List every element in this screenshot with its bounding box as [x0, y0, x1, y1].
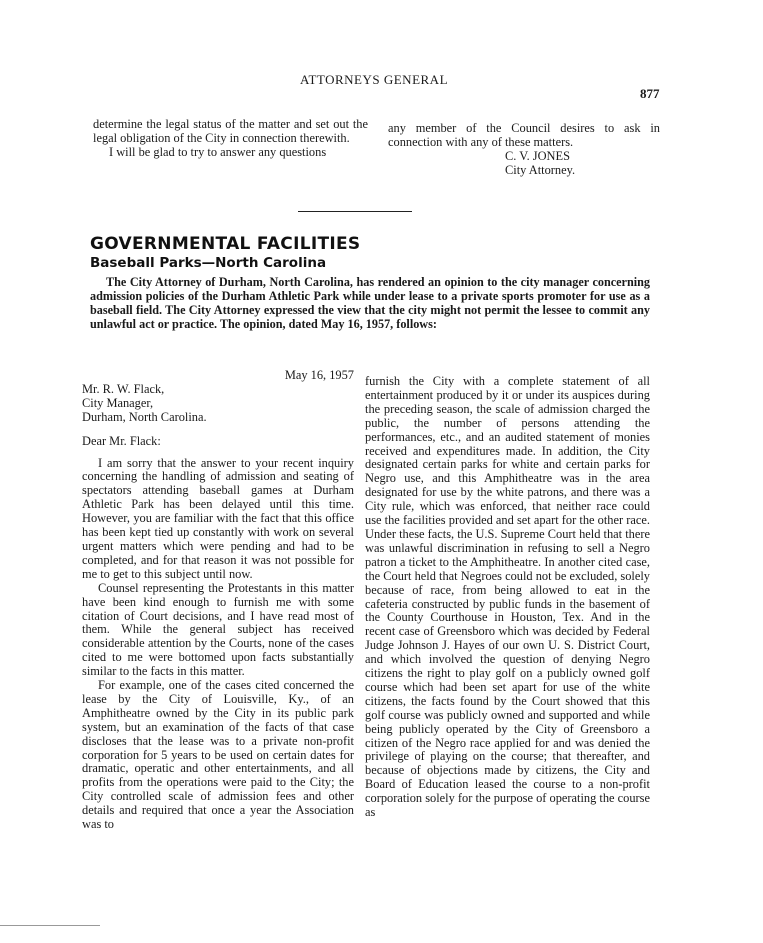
previous-letter-paragraph: determine the legal status of the matter and set out the legal obligation of the City in connection therewith. [93, 117, 368, 145]
previous-letter-paragraph: any member of the Council desires to ask in connection with any of these matters. [388, 121, 660, 149]
letter-paragraph: furnish the City with a complete statement of all entertainment produced by it or under its auspices during the preceding season, the scale of admission charged the public, the number of persons attending the performances, etc., and an audited statement of monies received and expenditures made. In addition, the City designated certain parks for white and certain parks for Negro use, and this Amphitheatre was in the area designated for use by the white patrons, and there was a City rule, which was enforced, that neither race could use the facilities provided and set apart for the other race. Under these facts, the U.S. Supreme Court held that there was unlawful discrimination in refusing to sell a Negro patron a ticket to the Amphitheatre. In another cited case, the Court held that Negroes could not be excluded, solely because of race, from being allowed to eat in the cafeteria constructed by public funds in the basement of the County Courthouse in Houston, Tex. And in the recent case of Greensboro which was decided by Federal Judge Johnson J. Hayes of our own U. S. District Court, and which involved the question of denying Negro citizens the right to play golf on a publicly owned golf course which had been set apart for use of the white citizens, the facts found by the Court showed that this golf course was publicly owned and supported and while being publicly operated by the City of Greensboro a citizen of the Negro race applied for and was denied the privilege of playing on the course; that thereafter, and because of objections made by citizens, the City and Board of Education leased the course to a non-profit corporation solely for the purpose of operating the course as [365, 374, 650, 820]
running-head: ATTORNEYS GENERAL [300, 72, 449, 87]
letter-date: May 16, 1957 [284, 368, 354, 382]
letter-right-column [365, 375, 650, 820]
section-intro: The City Attorney of Durham, North Carolina, has rendered an opinion to the city manager concerning admission policies of the Durham Athletic Park while under lease to a private sports promoter for use as a baseball field. The City Attorney expressed the view that the city might not permit the lessee to commit any unlawful act or practice. The opinion, dated May 16, 1957, follows: [90, 275, 650, 331]
page-number: 877 [640, 86, 660, 101]
previous-letter-paragraph: I will be glad to try to answer any questions [109, 144, 327, 159]
section-divider [298, 211, 412, 212]
signer-title: City Attorney. [505, 162, 576, 177]
letter-addressee [82, 383, 354, 425]
letter-paragraph: I am sorry that the answer to your recent inquiry concerning the handling of admission and seating of spectators attending baseball games at Durham Athletic Park has been delayed until this time. However, you are familiar with the fact that this office has been kept tied up constantly with work on several urgent matters which were pending and had to be completed, and for that reason it was not possible for me to get to this subject until now. [82, 455, 354, 581]
previous-letter-right-column [388, 122, 660, 178]
letter-left-column [82, 369, 354, 832]
section-heading: GOVERNMENTAL FACILITIES [90, 234, 361, 254]
addressee-city: Durham, North Carolina. [82, 409, 207, 424]
addressee-name: Mr. R. W. Flack, [82, 381, 165, 396]
section-subheading: Baseball Parks—North Carolina [90, 255, 327, 271]
letter-paragraph: For example, one of the cases cited concerned the lease by the City of Louisville, Ky., of an Amphitheatre owned by the City in its public park system, but an examination of the facts of that case discloses that the lease was to a private non-profit corporation for 5 years to be used on certain dates for dramatic, operatic and other entertainments, and all profits from the operations were paid to the City; the City controlled scale of admission fees and other details and required that once a year the Association was to [82, 678, 354, 832]
scan-edge-line [0, 925, 100, 926]
previous-letter-left-column [93, 118, 368, 160]
letter-paragraph: Counsel representing the Protestants in this matter have been kind enough to furnish me with some citation of Court decisions, and I have read most of them. While the general subject has received considerable attention by the Courts, none of the cases cited to me were bottomed upon facts substantially similar to the facts in this matter. [82, 580, 354, 679]
letter-salutation: Dear Mr. Flack: [82, 433, 161, 448]
addressee-title: City Manager, [82, 395, 154, 410]
signer-name: C. V. JONES [505, 148, 570, 163]
